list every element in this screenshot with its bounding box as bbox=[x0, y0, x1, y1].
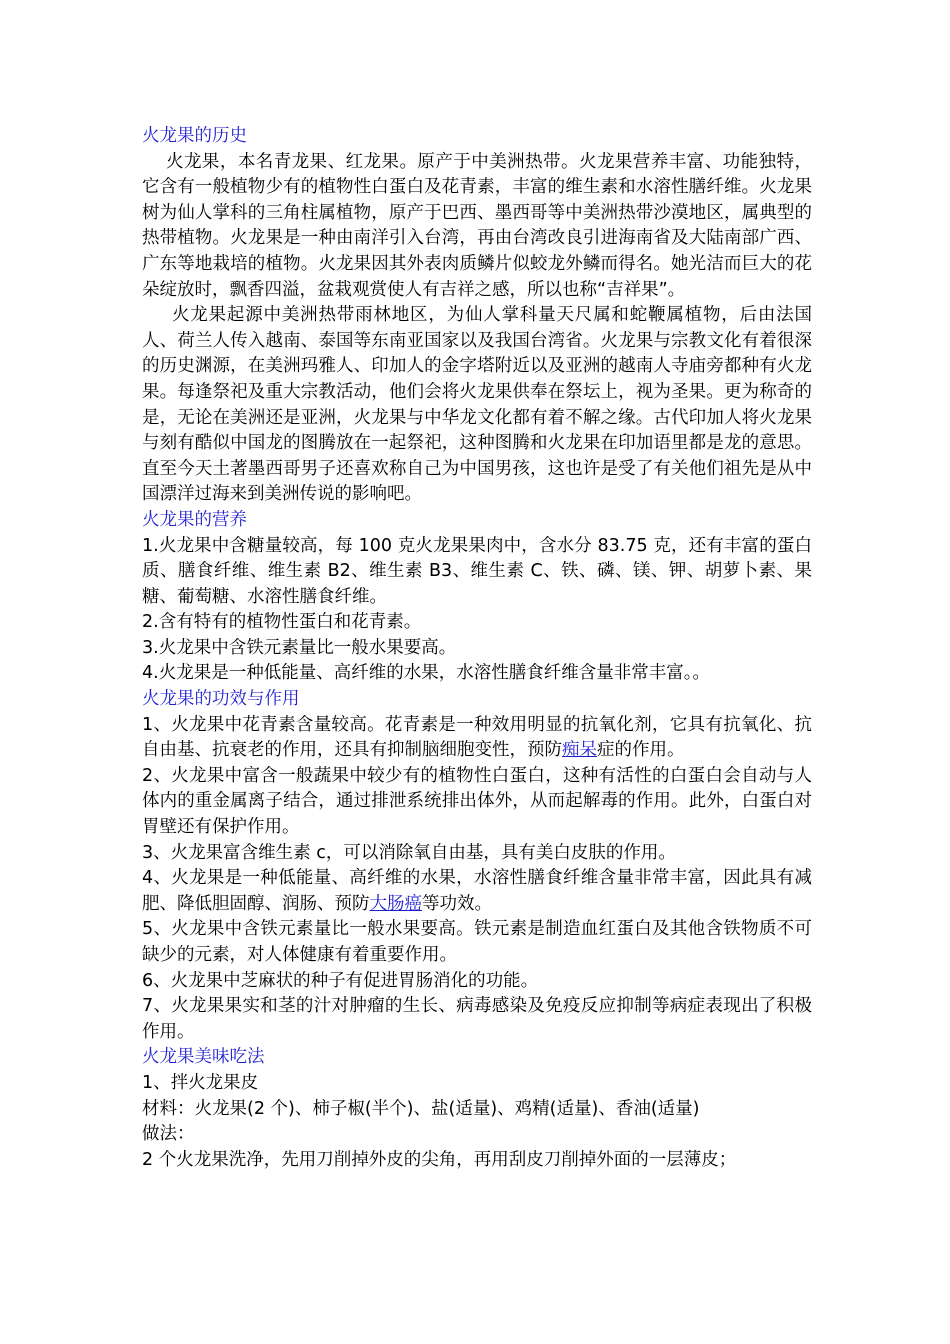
effects-item-1-text-before: 1、火龙果中花青素含量较高。花青素是一种效用明显的抗氧化剂，它具有抗氧化、抗自由基、抗衰老的作用，还具有抑制脑细胞变性，预防 bbox=[142, 714, 812, 761]
effects-item-7: 7、火龙果果实和茎的汁对肿瘤的生长、病毒感染及免疫反应抑制等病症表现出了积极作用。 bbox=[142, 996, 812, 1042]
dementia-link[interactable]: 痴呆 bbox=[562, 740, 597, 761]
effects-item-3: 3、火龙果富含维生素 c，可以消除氧自由基，具有美白皮肤的作用。 bbox=[142, 842, 676, 863]
recipe-title: 1、拌火龙果皮 bbox=[142, 1072, 259, 1093]
effects-item-6: 6、火龙果中芝麻状的种子有促进胃肠消化的功能。 bbox=[142, 970, 539, 991]
recipe-step-1: 2 个火龙果洗净，先用刀削掉外皮的尖角，再用刮皮刀削掉外面的一层薄皮； bbox=[142, 1149, 737, 1170]
effects-item-2: 2、火龙果中富含一般蔬果中较少有的植物性白蛋白，这种有活性的白蛋白会自动与人体内的重金属离子结合，通过排泄系统排出体外，从而起解毒的作用。此外，白蛋白对胃壁还有保护作用。 bbox=[142, 765, 812, 838]
recipe-method-label: 做法： bbox=[142, 1124, 195, 1145]
effects-item-4 bbox=[142, 866, 812, 917]
nutrition-item-2: 2.含有特有的植物性蛋白和花青素。 bbox=[142, 612, 422, 633]
effects-item-4-text-before: 4、火龙果是一种低能量、高纤维的水果，水溶性膳食纤维含量非常丰富，因此具有减肥、降低胆固醇、润肠、预防 bbox=[142, 868, 812, 914]
recipe-materials: 材料：火龙果(2 个)、柿子椒(半个)、盐(适量)、鸡精(适量)、香油(适量) bbox=[142, 1098, 700, 1119]
effects-heading: 火龙果的功效与作用 bbox=[142, 689, 300, 710]
history-paragraph-1: 火龙果，本名青龙果、红龙果。原产于中美洲热带。火龙果营养丰富、功能独特，它含有一般植物少有的植物性白蛋白及花青素，丰富的维生素和水溶性膳纤维。火龙果树为仙人掌科的三角柱属植物，原产于巴西、墨西哥等中美洲热带沙漠地区，属典型的热带植物。火龙果是一种由南洋引入台湾，再由台湾改良引进海南省及大陆南部广西、广东等地栽培的植物。火龙果因其外表肉质鳞片似蛟龙外鳞而得名。她光洁而巨大的花朵绽放时，飘香四溢，盆栽观赏使人有吉祥之感，所以也称“吉祥果”。 bbox=[142, 151, 812, 300]
nutrition-item-3: 3.火龙果中含铁元素量比一般水果要高。 bbox=[142, 637, 457, 658]
effects-item-1-text-after: 症的作用。 bbox=[597, 740, 685, 761]
effects-item-4-text-after: 等功效。 bbox=[422, 893, 492, 914]
colon-cancer-link[interactable]: 大肠癌 bbox=[369, 893, 422, 914]
recipes-heading: 火龙果美味吃法 bbox=[142, 1047, 265, 1068]
effects-item-5: 5、火龙果中含铁元素量比一般水果要高。铁元素是制造血红蛋白及其他含铁物质不可缺少的元素，对人体健康有着重要作用。 bbox=[142, 919, 812, 965]
history-paragraph-2: 火龙果起源中美洲热带雨林地区，为仙人掌科量天尺属和蛇鞭属植物，后由法国人、荷兰人传入越南、泰国等东南亚国家以及我国台湾省。火龙果与宗教文化有着很深的历史渊源，在美洲玛雅人、印加人的金字塔附近以及亚洲的越南人寺庙旁都种有火龙果。每逢祭祀及重大宗教活动，他们会将火龙果供奉在祭坛上，视为圣果。更为称奇的是，无论在美洲还是亚洲，火龙果与中华龙文化都有着不解之缘。古代印加人将火龙果与刻有酷似中国龙的图腾放在一起祭祀，这种图腾和火龙果在印加语里都是龙的意思。直至今天土著墨西哥男子还喜欢称自己为中国男孩，这也许是受了有关他们祖先是从中国漂洋过海来到美洲传说的影响吧。 bbox=[142, 305, 812, 505]
document-page bbox=[142, 124, 812, 1173]
nutrition-item-4: 4.火龙果是一种低能量、高纤维的水果，水溶性膳食纤维含量非常丰富。。 bbox=[142, 663, 710, 684]
nutrition-heading: 火龙果的营养 bbox=[142, 509, 247, 530]
history-heading: 火龙果的历史 bbox=[142, 126, 247, 146]
nutrition-item-1: 1.火龙果中含糖量较高，每 100 克火龙果果肉中，含水分 83.75 克，还有丰富的蛋白质、膳食纤维、维生素 B2、维生素 B3、维生素 C、铁、磷、镁、钾、胡萝卜素、果糖、葡萄糖、水溶性膳食纤维。 bbox=[142, 535, 812, 607]
effects-item-1 bbox=[142, 713, 812, 764]
